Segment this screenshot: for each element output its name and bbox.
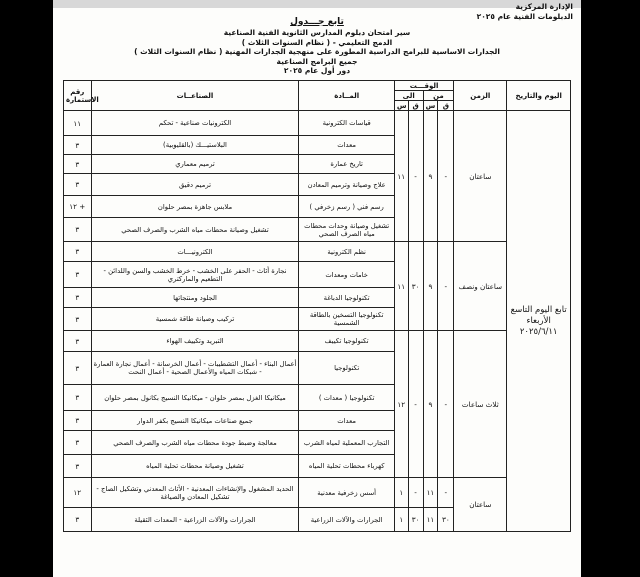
from-s-cell: ٩ — [423, 242, 438, 331]
col-from-s: س — [423, 101, 438, 111]
from-q-cell: - — [438, 478, 454, 508]
subject-cell: قياسات الكترونية — [299, 111, 394, 136]
table-row — [64, 111, 571, 136]
subject-cell: رسم فني ( رسم زخرفي ) — [299, 196, 394, 218]
specialty-cell: ترميم معماري — [91, 155, 299, 174]
subject-cell: التجارب المعملية لمياه الشرب — [299, 431, 394, 455]
table-row — [64, 242, 571, 262]
specialty-cell: أعمال البناء - أعمال التشطيبات - أعمال الخرسانة - أعمال نجارة العمارة - شبكات المياه والأعمال الصحية - أعمال النحت — [91, 352, 299, 385]
specialty-cell: تركيب وصيانة طاقة شمسية — [91, 308, 299, 331]
subject-cell: أسس زخرفية معدنية — [299, 478, 394, 508]
form-number-cell: ٣ — [64, 174, 92, 196]
form-number-cell: ٣ — [64, 431, 92, 455]
duration-cell: ثلاث ساعات — [454, 331, 507, 478]
doc-subtitle: جميع البرامج الصناعية — [276, 56, 358, 66]
col-to: الى — [394, 91, 423, 101]
header-line: الإدارة المركزية — [515, 2, 573, 11]
from-s-cell: ١١ — [423, 478, 438, 508]
from-q-cell: - — [438, 331, 454, 478]
specialty-cell: ميكانيكا الغزل بمصر حلوان - ميكانيكا النسيج بكانول بمصر حلوان — [91, 385, 299, 411]
specialty-cell: الكترونيـــات — [91, 242, 299, 262]
to-q-cell: - — [408, 478, 423, 508]
specialty-cell: تشغيل وصيانة محطات تحلية المياه — [91, 455, 299, 478]
subject-cell: تكنولوجيا ( معدات ) — [299, 385, 394, 411]
to-q-cell: - — [408, 111, 423, 242]
specialty-cell: الحديد المشغول والإنشاءات المعدنية - الأثاث المعدني وتشكيل الصاج - تشكيل المعادن والصياغة — [91, 478, 299, 508]
subject-cell: كهرباء محطات تحلية المياه — [299, 455, 394, 478]
specialty-cell: نجارة أثاث - الحفر على الخشب - خرط الخشب والسن واللدائن - التطعيم والماركتري — [91, 262, 299, 288]
col-subject: المــادة — [299, 81, 394, 111]
from-s-cell: ٩ — [423, 331, 438, 478]
subject-cell: خامات ومعدات — [299, 262, 394, 288]
form-number-cell: ٣ — [64, 352, 92, 385]
form-number-cell: ٣ — [64, 508, 92, 532]
day-date-cell: تابع اليوم التاسع الأربعاء ٢٠٢٥/٦/١١ — [507, 111, 571, 532]
col-from: من — [423, 91, 454, 101]
to-s-cell: ١٢ — [394, 331, 408, 478]
doc-subtitle: دور أول عام ٢٠٢٥ — [283, 66, 351, 76]
exam-schedule-table — [63, 80, 571, 532]
form-number-cell: ٣ — [64, 385, 92, 411]
specialty-cell: الجلود ومنتجاتها — [91, 288, 299, 308]
specialty-cell: الجرارات والآلات الزراعية - المعدات الثقيلة — [91, 508, 299, 532]
form-number-cell: ٣ — [64, 288, 92, 308]
specialty-cell: البلاستيـــك (بالقليوبية) — [91, 136, 299, 155]
form-number-cell: ٣ — [64, 136, 92, 155]
col-specialties: الصناعــات — [91, 81, 299, 111]
document-titles — [53, 17, 581, 76]
from-s-cell: ١١ — [423, 508, 438, 532]
to-q-cell: ٣٠ — [408, 242, 423, 331]
specialty-cell: ملابس جاهزة بمصر حلوان — [91, 196, 299, 218]
duration-cell: ساعتان — [454, 111, 507, 242]
to-s-cell: ١١ — [394, 242, 408, 331]
form-number-cell: ٣ — [64, 331, 92, 352]
col-to-s: س — [394, 101, 408, 111]
subject-cell: نظم الكترونية — [299, 242, 394, 262]
form-number-cell: ١٢ + — [64, 196, 92, 218]
from-q-cell: ٣٠ — [438, 508, 454, 532]
col-day-date: اليوم والتاريخ — [507, 81, 571, 111]
duration-cell: ساعتان — [454, 478, 507, 532]
specialty-cell: تشغيل وصيانة محطات مياه الشرب والصرف الصحي — [91, 218, 299, 242]
col-from-q: ق — [438, 101, 454, 111]
subject-cell: الجرارات والآلات الزراعية — [299, 508, 394, 532]
table-row — [64, 478, 571, 508]
form-number-cell: ٣ — [64, 411, 92, 431]
to-q-cell: ٣٠ — [408, 508, 423, 532]
form-number-cell: ٣ — [64, 262, 92, 288]
duration-cell: ساعتان ونصف — [454, 242, 507, 331]
form-number-cell: ١٢ — [64, 478, 92, 508]
to-s-cell: ١١ — [394, 111, 408, 242]
header-line: الدبلومات الفنية عام ٢٠٢٥ — [476, 12, 573, 21]
subject-cell: تكنولوجيا — [299, 352, 394, 385]
to-q-cell: - — [408, 331, 423, 478]
from-s-cell: ٩ — [423, 111, 438, 242]
subject-cell: معدات — [299, 136, 394, 155]
subject-cell: تكنولوجيا تكييف — [299, 331, 394, 352]
col-to-q: ق — [408, 101, 423, 111]
form-number-cell: ٣ — [64, 218, 92, 242]
to-s-cell: ١ — [394, 508, 408, 532]
document-sheet — [53, 0, 581, 577]
col-duration: الزمن — [454, 81, 507, 111]
from-q-cell: - — [438, 242, 454, 331]
col-time: الوقـــت — [394, 81, 453, 91]
col-form-number: رقم الاستمارة — [64, 81, 92, 111]
specialty-cell: التبريد وتكييف الهواء — [91, 331, 299, 352]
to-s-cell: ١ — [394, 478, 408, 508]
form-number-cell: ٣ — [64, 308, 92, 331]
table-row — [64, 331, 571, 352]
form-number-cell: ٣ — [64, 242, 92, 262]
from-q-cell: - — [438, 111, 454, 242]
doc-subtitle: ( نظام السنوات الثلاث ) - الدمج التعليمي — [241, 37, 393, 47]
subject-cell: معدات — [299, 411, 394, 431]
specialty-cell: الكترونيات صناعية - تحكم — [91, 111, 299, 136]
subject-cell: علاج وصيانة وترميم المعادن — [299, 174, 394, 196]
specialty-cell: جميع صناعات ميكانيكا النسيج بكفر الدوار — [91, 411, 299, 431]
form-number-cell: ١١ — [64, 111, 92, 136]
subject-cell: تشغيل وصيانة وحدات محطات مياه الصرف الصحي — [299, 218, 394, 242]
subject-cell: تاريخ عمارة — [299, 155, 394, 174]
doc-subtitle: الجدارات الاساسية للبرامج الدراسية المطورة على منهجية الجدارات المهنية ( نظام السنوات الثلاث ) — [134, 47, 500, 57]
specialty-cell: معالجة وضبط جودة محطات مياه الشرب والصرف الصحي — [91, 431, 299, 455]
form-number-cell: ٣ — [64, 455, 92, 478]
subject-cell: تكنولوجيا الدباغة — [299, 288, 394, 308]
form-number-cell: ٣ — [64, 155, 92, 174]
specialty-cell: ترميم دقيق — [91, 174, 299, 196]
doc-subtitle: سير امتحان دبلوم المدارس الثانوية الفنية الصناعية — [223, 28, 411, 37]
doc-title: تابع جـــدول — [290, 17, 344, 27]
subject-cell: تكنولوجيا التسخين بالطاقة الشمسية — [299, 308, 394, 331]
